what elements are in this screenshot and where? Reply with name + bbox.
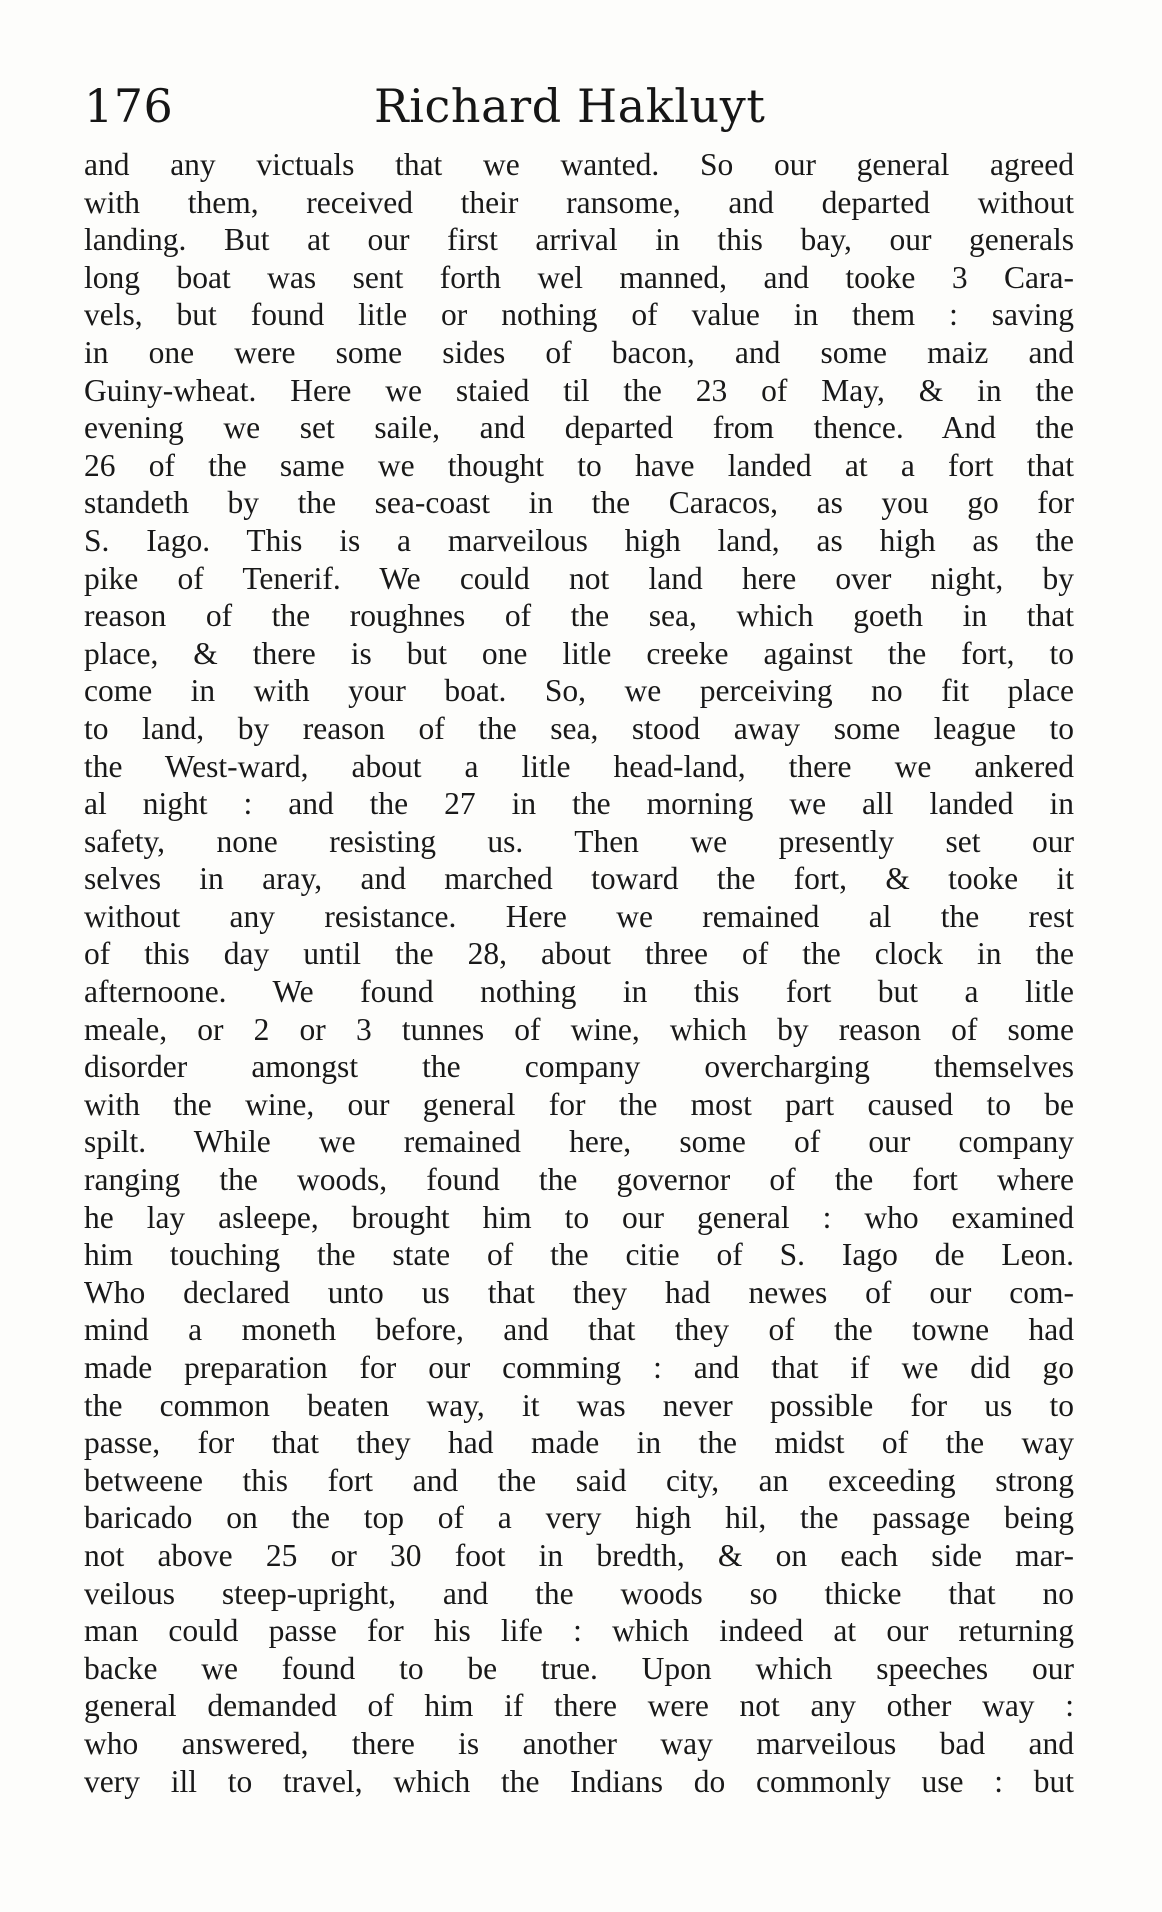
text-line: passe, for that they had made in the midst of the way [84, 1425, 1074, 1461]
text-line: without any resistance. Here we remained al the rest [84, 898, 1074, 934]
text-line: to land, by reason of the sea, stood away some league to [84, 710, 1074, 746]
text-line: general demanded of him if there were not any other way : [84, 1688, 1074, 1724]
text-line: and any victuals that we wanted. So our general agreed [84, 147, 1074, 182]
text-line: al night : and the 27 in the morning we all landed in [84, 786, 1074, 822]
text-line: man could passe for his life : which indeed at our returning [84, 1613, 1074, 1649]
text-line: vels, but found litle or nothing of value in them : saving [84, 297, 1074, 333]
text-line: Guiny-wheat. Here we staied til the 23 of May, & in the [84, 372, 1074, 408]
text-line: evening we set saile, and departed from thence. And the [84, 410, 1074, 446]
page-header [84, 78, 1074, 138]
text-line: come in with your boat. So, we perceiving no fit place [84, 673, 1074, 709]
text-line: very ill to travel, which the Indians do commonly use : but [84, 1763, 1074, 1799]
text-line: standeth by the sea-coast in the Caracos, as you go for [84, 485, 1074, 521]
text-line: him touching the state of the citie of S. Iago de Leon. [84, 1237, 1074, 1273]
text-line: disorder amongst the company overcharging themselves [84, 1049, 1074, 1085]
text-line: the West-ward, about a litle head-land, there we ankered [84, 748, 1074, 784]
text-line: veilous steep-upright, and the woods so thicke that no [84, 1575, 1074, 1611]
text-line: baricado on the top of a very high hil, the passage being [84, 1500, 1074, 1536]
text-line: afternoone. We found nothing in this fort but a litle [84, 974, 1074, 1010]
text-line: mind a moneth before, and that they of the towne had [84, 1312, 1074, 1348]
text-line: betweene this fort and the said city, an exceeding strong [84, 1462, 1074, 1498]
text-line: of this day until the 28, about three of the clock in the [84, 936, 1074, 972]
text-line: S. Iago. This is a marveilous high land, as high as the [84, 522, 1074, 558]
text-line: landing. But at our first arrival in this bay, our generals [84, 222, 1074, 258]
text-line: 26 of the same we thought to have landed at a fort that [84, 447, 1074, 483]
text-line: who answered, there is another way marveilous bad and [84, 1725, 1074, 1761]
text-line: selves in aray, and marched toward the fort, & tooke it [84, 861, 1074, 897]
text-line: Who declared unto us that they had newes of our com- [84, 1274, 1074, 1310]
text-line: with the wine, our general for the most part caused to be [84, 1086, 1074, 1122]
text-line: backe we found to be true. Upon which speeches our [84, 1650, 1074, 1686]
text-line: the common beaten way, it was never possible for us to [84, 1387, 1074, 1423]
text-line: safety, none resisting us. Then we presently set our [84, 823, 1074, 859]
text-line: long boat was sent forth wel manned, and tooke 3 Cara- [84, 259, 1074, 295]
body-text [84, 146, 1074, 1800]
text-line: place, & there is but one litle creeke against the fort, to [84, 635, 1074, 671]
page-number: 176 [84, 79, 174, 133]
text-line: meale, or 2 or 3 tunnes of wine, which by reason of some [84, 1011, 1074, 1047]
text-line: made preparation for our comming : and that if we did go [84, 1350, 1074, 1385]
text-line: not above 25 or 30 foot in bredth, & on each side mar- [84, 1537, 1074, 1573]
text-line: in one were some sides of bacon, and some maiz and [84, 334, 1074, 370]
text-line: pike of Tenerif. We could not land here over night, by [84, 560, 1074, 596]
running-head: Richard Hakluyt [374, 79, 766, 133]
text-line: spilt. While we remained here, some of our company [84, 1124, 1074, 1160]
text-line: ranging the woods, found the governor of the fort where [84, 1162, 1074, 1198]
text-line: reason of the roughnes of the sea, which goeth in that [84, 598, 1074, 634]
text-line: with them, received their ransome, and departed without [84, 184, 1074, 220]
text-line: he lay asleepe, brought him to our general : who examined [84, 1199, 1074, 1235]
